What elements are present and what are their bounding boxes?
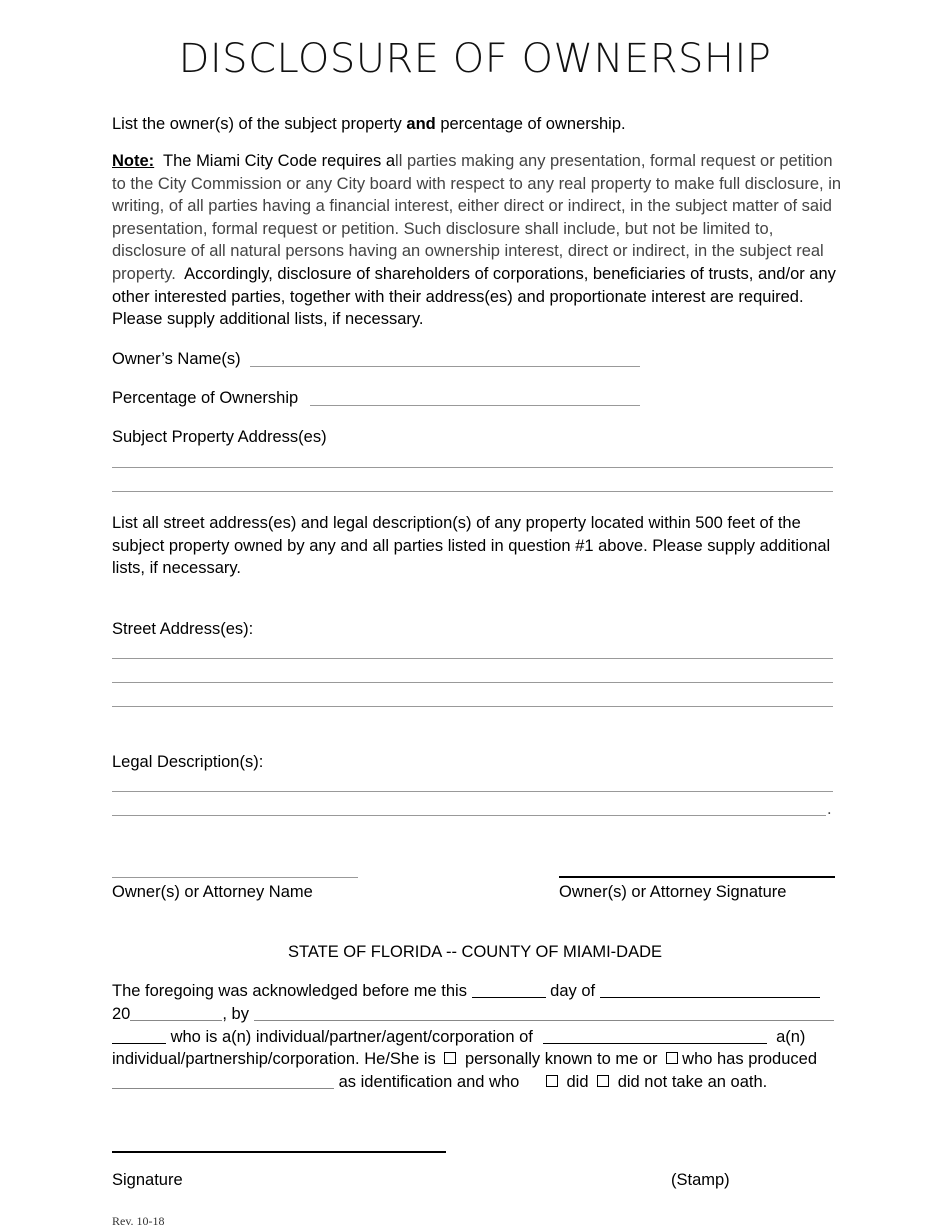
attorney-name-label: Owner(s) or Attorney Name <box>112 883 313 901</box>
notary-signature-line[interactable] <box>112 1151 446 1153</box>
did-not-oath-checkbox[interactable] <box>597 1075 609 1087</box>
ack-line-5: as identification and who did did not take an oath. <box>112 1073 842 1092</box>
percentage-line[interactable] <box>310 405 640 406</box>
note-paragraph: Note: The Miami City Code requires all parties making any presentation, formal request or petition to the City Commission or any City board with respect to any real property to make full disclosure, in writing, of all parties having a financial interest, either direct or indirect, in the subject matter of said presentation, formal request or petition. Such disclosure shall include, but not be limited to, disclosure of all natural persons having an ownership interest, direct or indirect, in the subject real property. Accordingly, disclosure of shareholders of corporations, beneficiaries of trusts, and/or any other interested parties, together with their address(es) and proportionate interest are required. Please supply additional lists, if necessary. <box>112 152 842 329</box>
ack-line-2: 20 , by <box>112 1005 842 1024</box>
subject-address-label: Subject Property Address(es) <box>112 428 327 446</box>
attorney-name-line[interactable] <box>112 877 358 878</box>
ack-day-field[interactable] <box>472 983 546 998</box>
street-address-line-1[interactable] <box>112 658 833 659</box>
signature-label: Signature <box>112 1171 183 1189</box>
did-oath-checkbox[interactable] <box>546 1075 558 1087</box>
personally-known-checkbox[interactable] <box>444 1052 456 1064</box>
stamp-label: (Stamp) <box>671 1171 730 1189</box>
subject-address-line-1[interactable] <box>112 467 833 468</box>
identification-field[interactable] <box>112 1074 334 1089</box>
intro-text: List the owner(s) of the subject property and percentage of ownership. <box>112 115 626 133</box>
ack-name-field[interactable] <box>112 1029 166 1044</box>
owner-name-label: Owner’s Name(s) <box>112 350 241 368</box>
owner-name-line[interactable] <box>250 366 640 367</box>
note-label: Note: <box>112 152 155 170</box>
ack-line-1: The foregoing was acknowledged before me this day of <box>112 982 842 1001</box>
page-title: DISCLOSURE OF OWNERSHIP <box>178 36 772 82</box>
revision-label: Rev. 10-18 <box>112 1214 165 1228</box>
subject-address-line-2[interactable] <box>112 491 833 492</box>
ack-by-field[interactable] <box>254 1006 834 1021</box>
legal-description-label: Legal Description(s): <box>112 753 264 771</box>
street-address-label: Street Address(es): <box>112 620 254 638</box>
ack-line-3: who is a(n) individual/partner/agent/corporation of a(n) <box>112 1028 842 1047</box>
ack-company-field[interactable] <box>543 1029 767 1044</box>
produced-id-checkbox[interactable] <box>666 1052 678 1064</box>
street-address-line-3[interactable] <box>112 706 833 707</box>
ack-month-field[interactable] <box>600 983 820 998</box>
ack-line-4: individual/partnership/corporation. He/She is personally known to me or who has produced <box>112 1050 818 1068</box>
legal-description-end: . <box>827 800 832 818</box>
legal-description-line-2[interactable] <box>112 815 826 816</box>
state-county-heading: STATE OF FLORIDA -- COUNTY OF MIAMI-DADE <box>287 943 662 961</box>
attorney-signature-label: Owner(s) or Attorney Signature <box>559 883 787 901</box>
legal-description-line-1[interactable] <box>112 791 833 792</box>
section2-text: List all street address(es) and legal description(s) of any property located within 500 feet of the subject property owned by any and all parties listed in question #1 above. Please supply additional lists, if necessary. <box>112 514 831 578</box>
percentage-label: Percentage of Ownership <box>112 389 299 407</box>
street-address-line-2[interactable] <box>112 682 833 683</box>
attorney-signature-line[interactable] <box>559 876 835 878</box>
ack-year-field[interactable] <box>130 1006 222 1021</box>
